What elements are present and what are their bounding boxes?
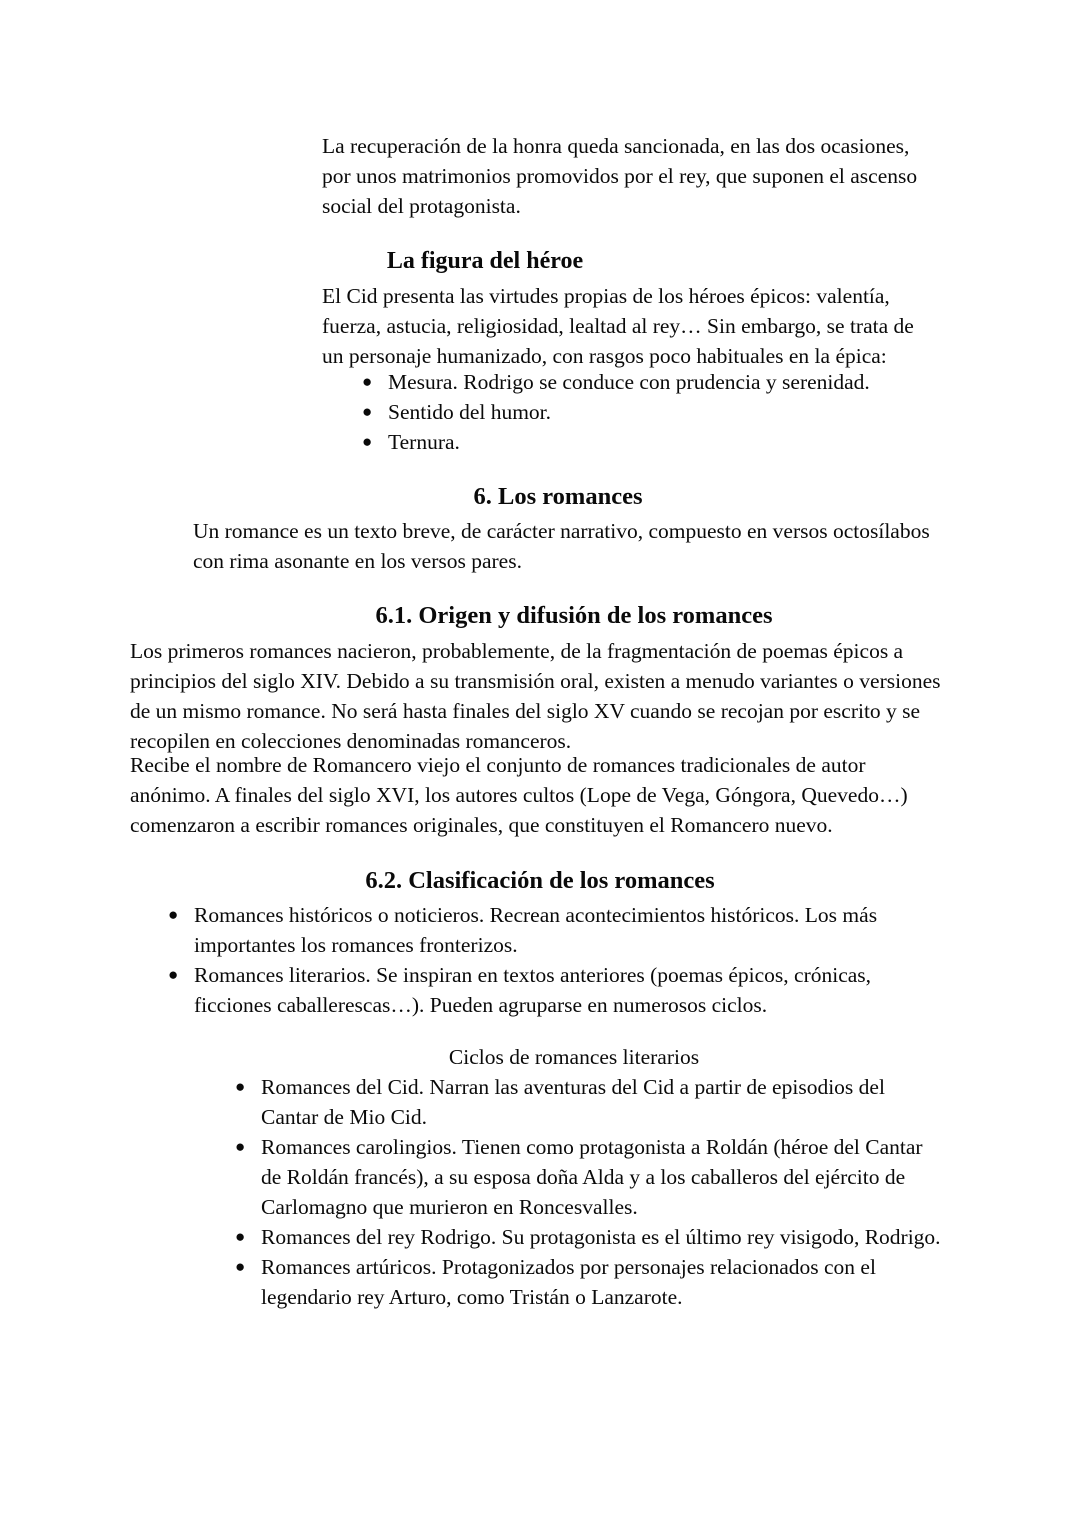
list-item-label: Romances literarios. Se inspiran en textos anteriores (poemas épicos, crónicas, ficciones caballerescas…). Pueden agruparse en numerosos ciclos. [194, 963, 872, 1017]
hero-paragraph: El Cid presenta las virtudes propias de los héroes épicos: valentía, fuerza, astucia, religiosidad, lealtad al rey… Sin embargo, se trata de un personaje humanizado, con rasgos poco habituales en la épica: [322, 284, 914, 368]
list-item [168, 900, 908, 960]
intro-paragraph: La recuperación de la honra queda sancionada, en las dos ocasiones, por unos matrimonios promovidos por el rey, que suponen el ascenso social del protagonista. [322, 134, 918, 218]
bullet-icon: ● [362, 432, 373, 451]
section-6-1-paragraph-1: Los primeros romances nacieron, probablemente, de la fragmentación de poemas épicos a principios del siglo XIV. Debido a su transmisión oral, existen a menudo variantes o versiones de un mismo romance. No será hasta finales del siglo XV cuando se recojan por escrito y se recopilen en colecciones denominadas romanceros. [130, 639, 941, 753]
list-item [362, 367, 922, 397]
list-item-label: Romances artúricos. Protagonizados por personajes relacionados con el legendario rey Arturo, como Tristán o Lanzarote. [261, 1255, 876, 1309]
section-6-1-paragraph-2: Recibe el nombre de Romancero viejo el conjunto de romances tradicionales de autor anónimo. A finales del siglo XVI, los autores cultos (Lope de Vega, Góngora, Quevedo…) comenzaron a escribir romances originales, que constituyen el Romancero nuevo. [130, 753, 908, 837]
list-item-label: Romances del Cid. Narran las aventuras del Cid a partir de episodios del Cantar de Mio Cid. [261, 1075, 885, 1129]
bullet-icon: ● [235, 1227, 246, 1246]
hero-traits-list [362, 367, 922, 457]
list-item-label: Romances históricos o noticieros. Recrean acontecimientos históricos. Los más importantes los romances fronterizos. [194, 903, 878, 957]
bullet-icon: ● [235, 1137, 246, 1156]
cycles-title: Ciclos de romances literarios [448, 1045, 700, 1069]
list-item [235, 1132, 945, 1222]
list-item-label: Mesura. Rodrigo se conduce con prudencia y serenidad. [388, 370, 870, 394]
heading-section-6-1: 6.1. Origen y difusión de los romances [375, 602, 773, 629]
heading-section-6-2: 6.2. Clasificación de los romances [365, 867, 715, 894]
cycles-list [235, 1072, 945, 1312]
section-6-2-list [168, 900, 908, 1020]
list-item-label: Romances del rey Rodrigo. Su protagonista es el último rey visigodo, Rodrigo. [261, 1225, 941, 1249]
section-6-paragraph: Un romance es un texto breve, de carácter narrativo, compuesto en versos octosílabos con rima asonante en los versos pares. [193, 519, 930, 573]
bullet-icon: ● [362, 402, 373, 421]
bullet-icon: ● [168, 905, 179, 924]
bullet-icon: ● [362, 372, 373, 391]
list-item [168, 960, 908, 1020]
heading-la-figura-del-heroe: La figura del héroe [386, 248, 584, 274]
list-item-label: Romances carolingios. Tienen como protagonista a Roldán (héroe del Cantar de Roldán francés), a su esposa doña Alda y a los caballeros del ejército de Carlomagno que murieron en Roncesvalles. [261, 1135, 923, 1219]
list-item [235, 1222, 945, 1252]
list-item [235, 1252, 945, 1312]
bullet-icon: ● [235, 1077, 246, 1096]
list-item-label: Sentido del humor. [388, 400, 552, 424]
heading-section-6: 6. Los romances [473, 483, 643, 510]
bullet-icon: ● [168, 965, 179, 984]
list-item [362, 397, 922, 427]
list-item [235, 1072, 945, 1132]
list-item-label: Ternura. [388, 430, 460, 454]
bullet-icon: ● [235, 1257, 246, 1276]
list-item [362, 427, 922, 457]
